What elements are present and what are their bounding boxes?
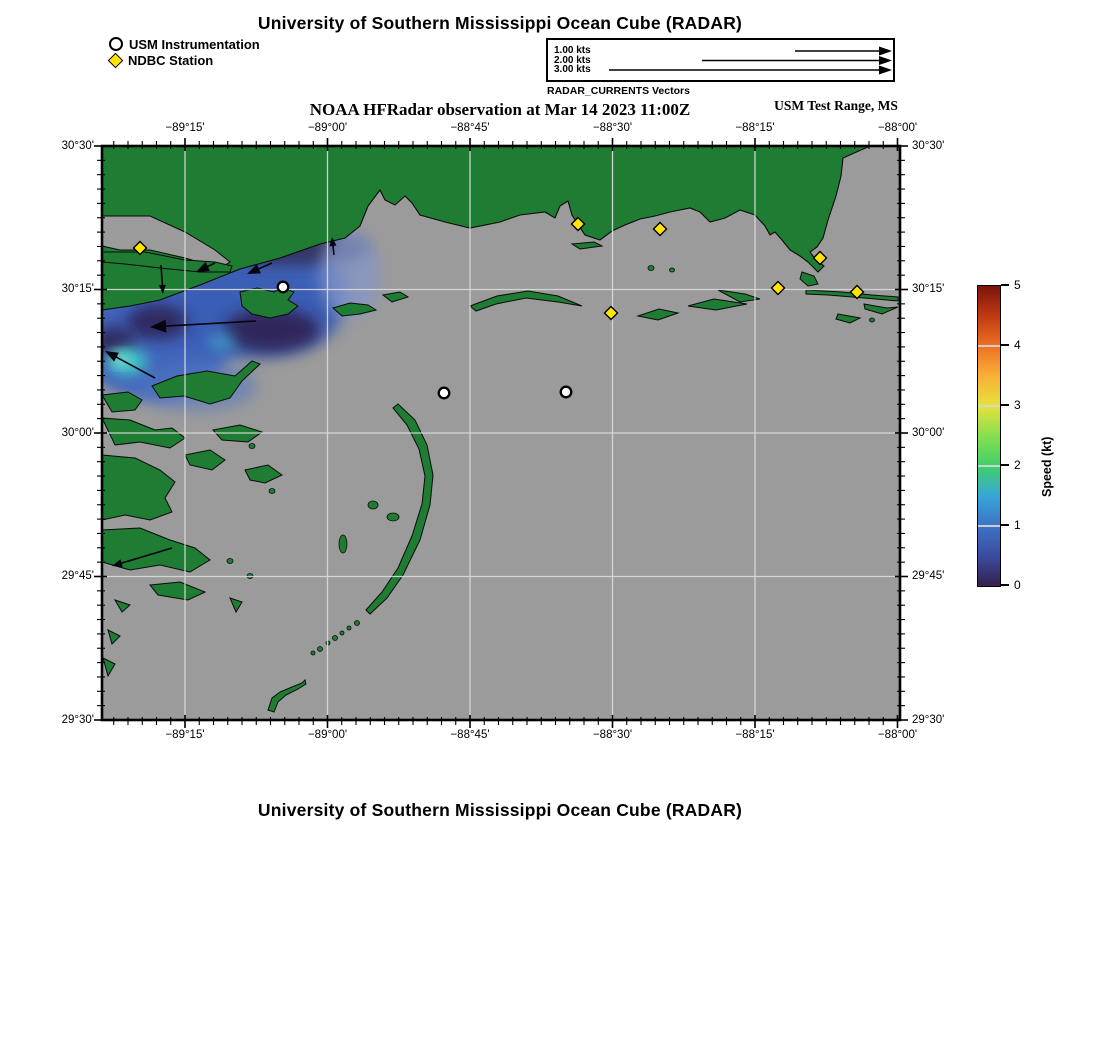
islet: [670, 268, 675, 272]
colorbar-tick-label: 2: [1014, 458, 1021, 472]
colorbar-gridline: [978, 465, 1000, 467]
colorbar-tick-label: 0: [1014, 578, 1021, 592]
islet: [269, 489, 275, 494]
colorbar-gridline: [978, 405, 1000, 407]
islet: [368, 501, 378, 509]
scale-label-1kt: 1.00 kts: [554, 45, 591, 56]
islet: [387, 513, 399, 521]
colorbar-tick: [1001, 584, 1009, 586]
y-tick-label: 29°45': [912, 570, 945, 582]
scale-label-2kt: 2.00 kts: [554, 54, 591, 66]
y-tick-label: 29°30': [912, 713, 945, 726]
legend-item-usm: [109, 36, 260, 52]
map-legend: [109, 36, 260, 68]
y-axis-labels-left: [36, 139, 96, 726]
islet: [339, 535, 347, 553]
islet: [340, 631, 344, 635]
usm-station-marker: [439, 388, 450, 399]
islet: [333, 636, 338, 641]
islet: [249, 444, 255, 449]
islet: [355, 621, 360, 626]
y-tick-label: 30°00': [912, 426, 945, 439]
colorbar-tick: [1001, 524, 1009, 526]
x-axis-labels-top: [102, 122, 918, 136]
islet: [347, 626, 351, 630]
region-label: USM Test Range, MS: [774, 98, 898, 113]
colorbar: [977, 285, 1001, 587]
x-tick-label: −88°15': [735, 729, 775, 741]
colorbar-tick: [1001, 284, 1009, 286]
x-tick-label: −88°45': [450, 729, 490, 741]
usm-station-marker: [561, 387, 572, 398]
colorbar-tick-label: 4: [1014, 338, 1021, 352]
colorbar-tick-label: 1: [1014, 518, 1021, 532]
x-tick-label: −88°15': [735, 122, 775, 134]
x-tick-label: −88°00': [877, 729, 918, 741]
y-tick-label: 30°30': [61, 139, 94, 152]
x-tick-label: −89°00': [307, 122, 348, 134]
observation-subtitle: NOAA HFRadar observation at Mar 14 2023 11:00Z: [309, 100, 691, 119]
y-tick-label: 30°30': [912, 139, 945, 152]
x-axis-labels-bottom: [102, 729, 918, 743]
legend-label-usm: USM Instrumentation: [129, 36, 260, 52]
legend-label-ndbc: NDBC Station: [128, 52, 214, 68]
y-tick-label: 30°15': [61, 283, 94, 295]
vector-scale-caption: RADAR_CURRENTS Vectors: [547, 85, 690, 97]
x-tick-label: −88°00': [877, 122, 918, 134]
page-title-top: University of Southern Mississippi Ocean Cube (RADAR): [257, 13, 743, 33]
colorbar-title: Speed (kt): [1040, 436, 1054, 497]
x-tick-label: −89°15': [165, 122, 205, 134]
usm-circle-icon: [109, 37, 123, 51]
islet: [648, 266, 654, 271]
islet: [870, 318, 875, 322]
x-tick-label: −88°45': [450, 122, 490, 134]
y-tick-label: 30°15': [912, 283, 945, 295]
scale-label-3kt: 3.00 kts: [554, 64, 591, 75]
colorbar-tick: [1001, 464, 1009, 466]
usm-station-marker: [278, 282, 289, 293]
colorbar-tick: [1001, 344, 1009, 346]
x-tick-label: −88°30': [592, 122, 633, 134]
islet: [318, 647, 323, 652]
ndbc-diamond-icon: [108, 52, 124, 68]
islet: [311, 651, 315, 655]
y-axis-labels-right: [912, 139, 972, 726]
x-tick-label: −88°30': [592, 729, 633, 741]
page-title-bottom: University of Southern Mississippi Ocean Cube (RADAR): [257, 800, 743, 820]
colorbar-gridline: [978, 345, 1000, 347]
colorbar-tick-label: 3: [1014, 398, 1021, 412]
y-tick-label: 29°30': [61, 713, 94, 726]
y-tick-label: 30°00': [61, 426, 94, 439]
y-tick-label: 29°45': [61, 570, 94, 582]
map-svg: [102, 146, 900, 720]
x-tick-label: −89°15': [165, 729, 205, 741]
map-area: [102, 146, 900, 720]
colorbar-gridline: [978, 525, 1000, 527]
x-tick-label: −89°00': [307, 729, 348, 741]
colorbar-tick-label: 5: [1014, 278, 1021, 292]
islet: [227, 559, 233, 564]
vector-scale-arrows: [548, 40, 893, 80]
vector-scale-box: [546, 38, 895, 82]
colorbar-tick: [1001, 404, 1009, 406]
legend-item-ndbc: [109, 52, 260, 68]
